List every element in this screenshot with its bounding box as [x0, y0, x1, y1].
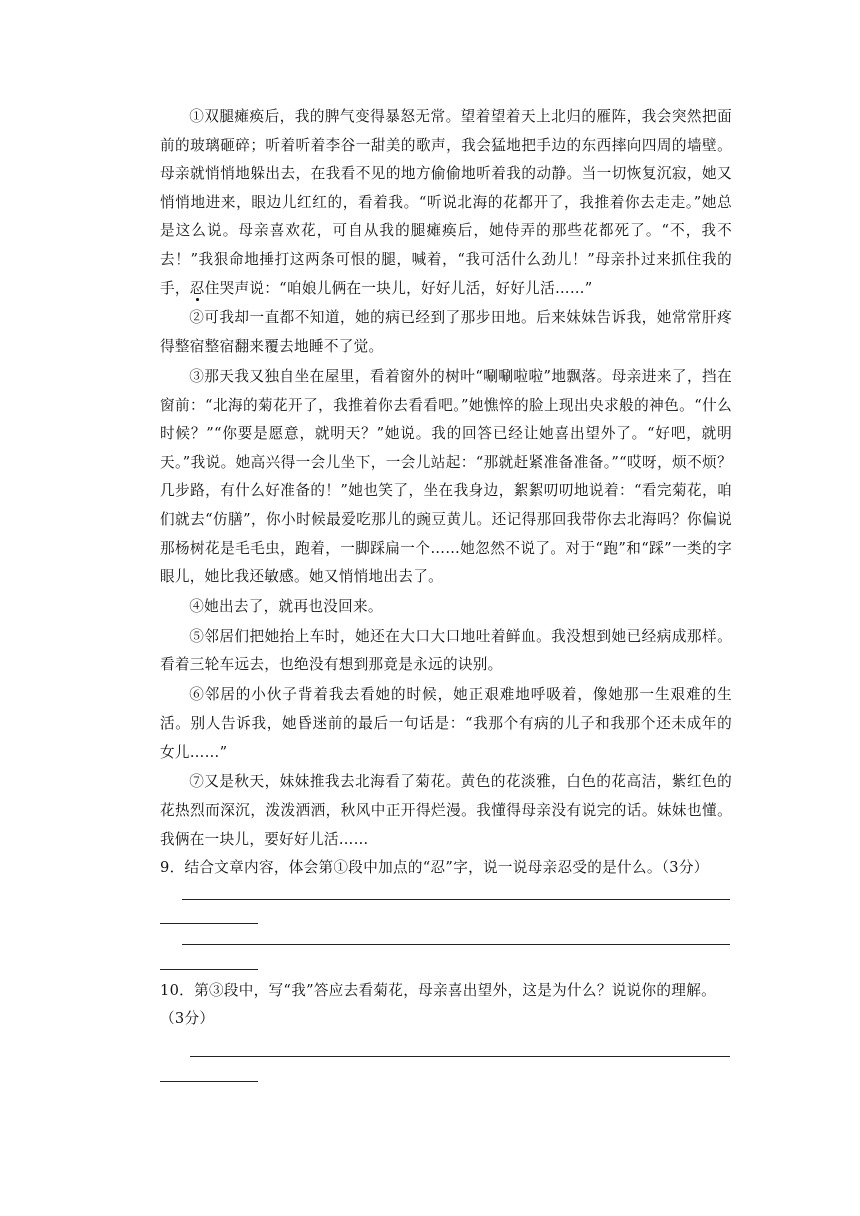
answer-line[interactable]: [190, 1056, 730, 1057]
paragraph-1-text-before: ①双腿瘫痪后，我的脾气变得暴怒无常。望着望着天上北归的雁阵，我会突然把面前的玻璃砸碎；听着听着李谷一甜美的歌声，我会猛地把手边的东西摔向四周的墙壁。母亲就悄悄地躲出去，在我看不见的地方偷偷地听着我的动静。当一切恢复沉寂，她又悄悄地进来，眼边儿红红的，看着我。“听说北海的花都开了，我推着你去走走。”她总是这么说。母亲喜欢花，可自从我的腿瘫痪后，她侍弄的那些花都死了。“不，我不去！”我狠命地捶打这两条可恨的腿，喊着，“我可活什么劲儿！”母亲扑过来抓住我的手，: [160, 108, 732, 297]
paragraph-4: ④她出去了，就再也没回来。: [189, 597, 383, 615]
question-10-answer-area[interactable]: [160, 1034, 732, 1094]
paragraph-3: ③那天我又独自坐在屋里，看着窗外的树叶“唰唰啦啦”地飘落。母亲进来了，挡在窗前：“北海的菊花开了，我推着你去看看吧。”她憔悴的脸上现出央求般的神色。“什么时候？”“你要是愿意，就明天？”她说。我的回答已经让她喜出望外了。“好吧，就明天。”我说。她高兴得一会儿坐下，一会儿站起：“那就赶紧准备准备。”“哎呀，烦不烦？几步路，有什么好准备的！”她也笑了，坐在我身边，絮絮叨叨地说着：“看完菊花，咱们就去“仿膳”，你小时候最爱吃那儿的豌豆黄儿。还记得那回我带你去北海吗？你偏说那杨树花是毛毛虫，跑着，一脚踩扁一个……她忽然不说了。对于“跑”和“踩”一类的字眼儿，她比我还敏感。她又悄悄地出去了。: [160, 367, 732, 586]
question-9: 9．结合文章内容，体会第①段中加点的“忍”字，说一说母亲忍受的是什么。（3分）: [160, 859, 709, 877]
answer-line-continuation[interactable]: [160, 923, 258, 924]
paragraph-2: ②可我却一直都不知道，她的病已经到了那步田地。后来妹妹告诉我，她常常肝疼得整宿整宿翻来覆去地睡不了觉。: [160, 309, 732, 356]
answer-line-continuation[interactable]: [160, 969, 258, 970]
paragraph-1: [160, 103, 732, 303]
answer-line[interactable]: [182, 944, 730, 945]
reading-passage: [160, 103, 732, 1094]
paragraph-6: ⑥邻居的小伙子背着我去看她的时候，她正艰难地呼吸着，像她那一生艰难的生活。别人告诉我，她昏迷前的最后一句话是：“我那个有病的儿子和我那个还未成年的女儿……”: [160, 686, 732, 761]
paragraph-5: ⑤邻居们把她抬上车时，她还在大口大口地吐着鲜血。我没想到她已经病成那样。看着三轮车远去，也绝没有想到那竟是永远的诀别。: [160, 627, 732, 674]
question-9-answer-area[interactable]: [160, 883, 732, 975]
emphasis-dot-char: 忍: [189, 279, 205, 297]
paragraph-1-text-after: 住哭声说：“咱娘儿俩在一块儿，好好儿活，好好儿活……”: [204, 279, 593, 297]
question-10: 10．第③段中，写“我”答应去看菊花，母亲喜出望外，这是为什么？说说你的理解。（3分）: [160, 981, 716, 1028]
answer-line[interactable]: [182, 899, 730, 900]
paragraph-7: ⑦又是秋天，妹妹推我去北海看了菊花。黄色的花淡雅，白色的花高洁，紫红色的花热烈而深沉，泼泼洒洒，秋风中正开得烂漫。我懂得母亲没有说完的话。妹妹也懂。我俩在一块儿，要好好儿活……: [160, 773, 732, 848]
answer-line-continuation[interactable]: [160, 1081, 258, 1082]
